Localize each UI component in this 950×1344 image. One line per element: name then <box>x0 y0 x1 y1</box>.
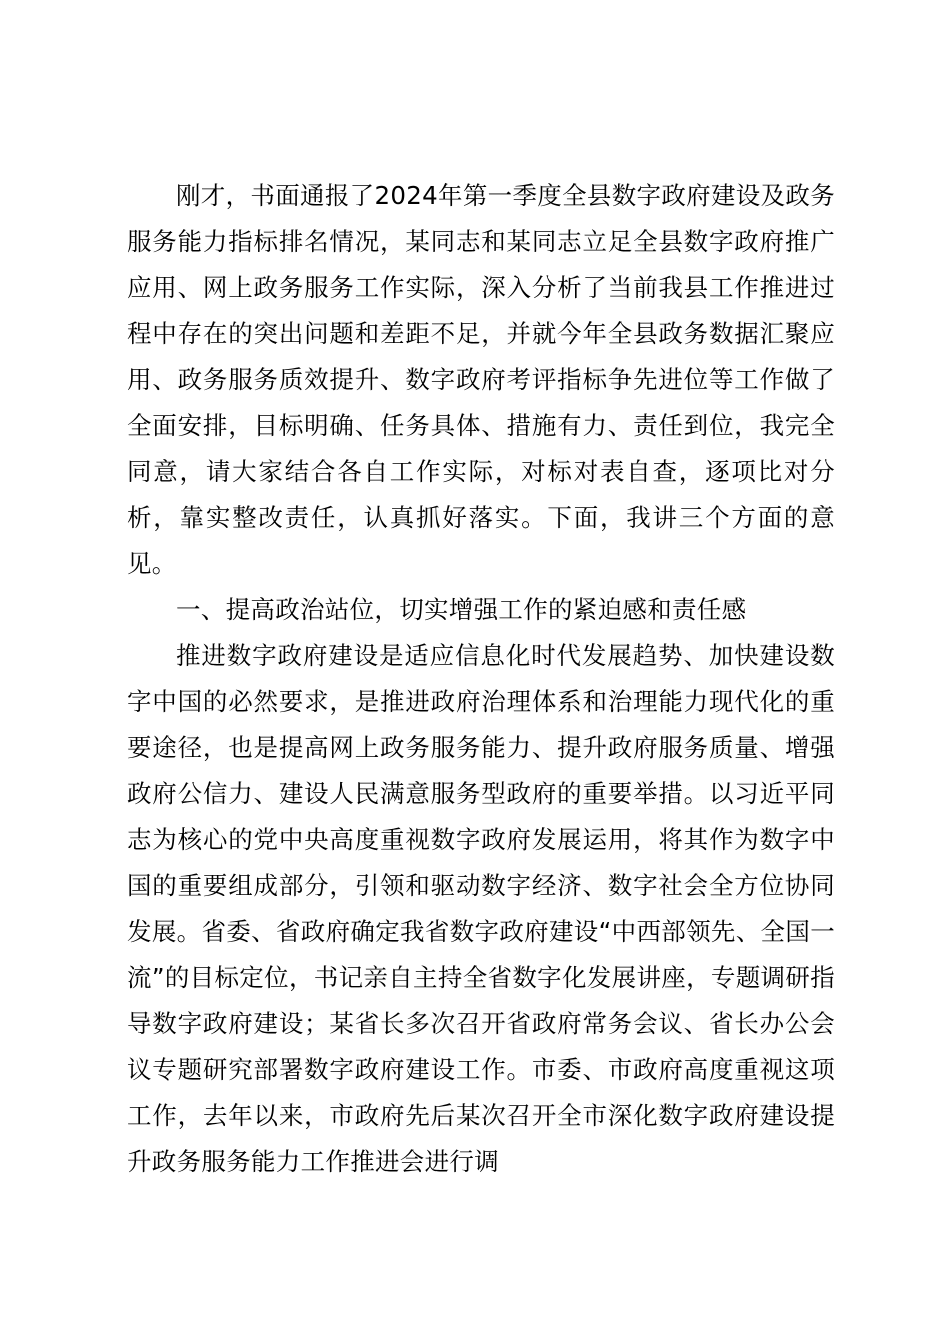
section-1-paragraph: 推进数字政府建设是适应信息化时代发展趋势、加快建设数字中国的必然要求，是推进政府治理体系和治理能力现代化的重要途径，也是提高网上政务服务能力、提升政府服务质量、增强政府公信力、建设人民满意服务型政府的重要举措。以习近平同志为核心的党中央高度重视数字政府发展运用，将其作为数字中国的重要组成部分，引领和驱动数字经济、数字社会全方位协同发展。省委、省政府确定我省数字政府建设“中西部领先、全国一流”的目标定位，书记亲自主持全省数字化发展讲座，专题调研指导数字政府建设；某省长多次召开省政府常务会议、省长办公会议专题研究部署数字政府建设工作。市委、市政府高度重视这项工作，去年以来，市政府先后某次召开全市深化数字政府建设提升政务服务能力工作推进会进行调 <box>127 641 835 1176</box>
section-heading-1: 一、提高政治站位，切实增强工作的紧迫感和责任感 <box>176 595 747 624</box>
intro-paragraph: 刚才，书面通报了2024年第一季度全县数字政府建设及政务服务能力指标排名情况，某同志和某同志立足全县数字政府推广应用、网上政务服务工作实际，深入分析了当前我县工作推进过程中存在的突出问题和差距不足，并就今年全县政务数据汇聚应用、政务服务质效提升、数字政府考评指标争先进位等工作做了全面安排，目标明确、任务具体、措施有力、责任到位，我完全同意，请大家结合各自工作实际，对标对表自查，逐项比对分析，靠实整改责任，认真抓好落实。下面，我讲三个方面的意见。 <box>127 181 835 578</box>
document-page <box>127 173 835 1185</box>
